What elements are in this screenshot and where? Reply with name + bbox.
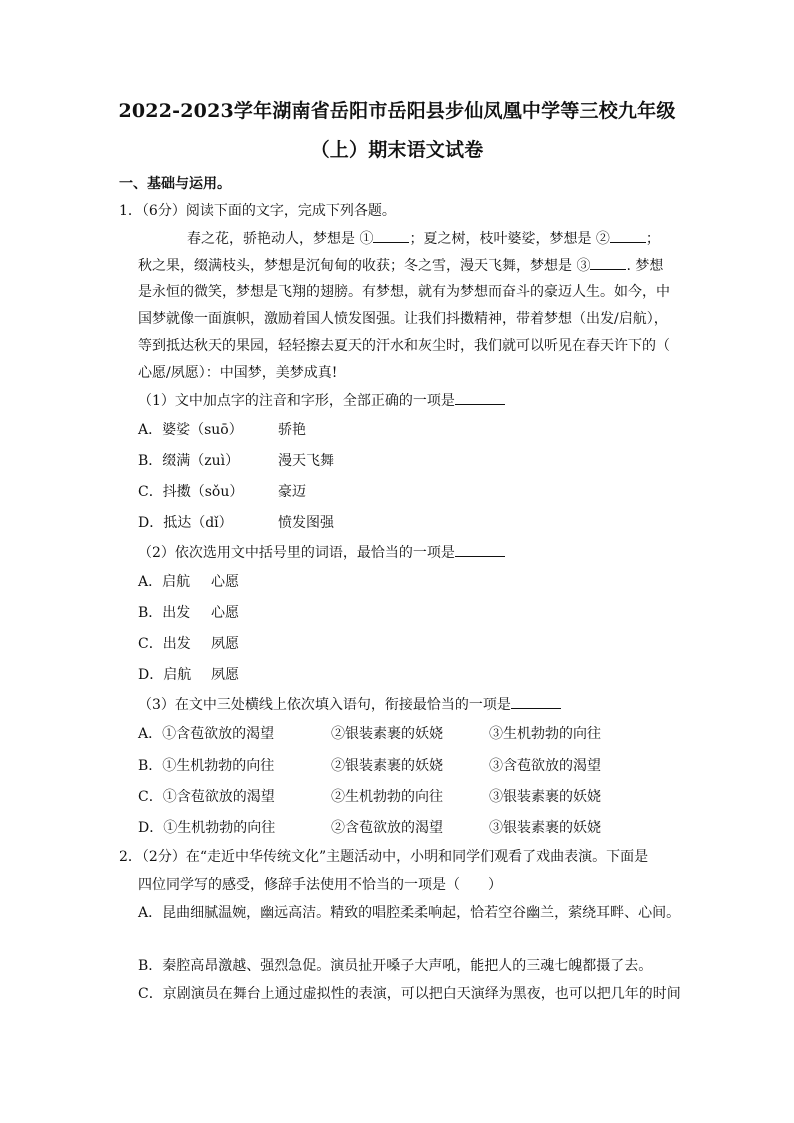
q1-sub3-stem	[138, 696, 561, 713]
q1-sub3-stem-text: （3）在文中三处横线上依次填入语句，衔接最恰当的一项是	[138, 697, 511, 713]
q1-sub1-option-c-word: 豪迈	[278, 484, 306, 500]
passage-line-4: 国梦就像一面旗帜，激励着国人愤发图强。让我们抖擞精神，带着梦想（出发/启航），	[138, 311, 668, 327]
q2-option-b[interactable]: B．秦腔高昂激越、强烈急促。演员扯开嗓子大声吼，能把人的三魂七魄都摄了去。	[138, 958, 653, 974]
q1-sub2-option-d[interactable]: D．启航	[138, 667, 192, 683]
q1-sub1-option-b-word: 漫天飞舞	[278, 453, 334, 469]
q1-sub1-option-b[interactable]: B．缀满（zuì）	[138, 453, 240, 469]
q1-sub2-option-a[interactable]: A．启航	[138, 574, 191, 590]
q1-sub2-stem	[138, 544, 505, 561]
q1-sub3-option-c-3: ③银装素裹的妖娆	[489, 789, 601, 805]
q1-sub1-stem-text: （1）文中加点字的注音和字形，全部正确的一项是	[138, 393, 455, 409]
fill-blank-2[interactable]	[610, 230, 646, 243]
q1-sub3-option-b-2: ②银装素裹的妖娆	[331, 758, 443, 774]
q1-sub1-option-a[interactable]: A．婆娑（suō）	[138, 422, 243, 438]
q1-sub3-option-a-2: ②银装素裹的妖娆	[331, 726, 443, 742]
q1-sub3-option-d-2: ②含苞欲放的渴望	[331, 820, 443, 836]
q1-sub3-option-b[interactable]: B．①生机勃勃的向往	[138, 758, 275, 774]
q1-sub2-option-c[interactable]: C．出发	[138, 636, 191, 652]
answer-blank[interactable]	[511, 696, 561, 709]
passage-line-2	[138, 257, 663, 274]
q1-sub3-option-b-3: ③含苞欲放的渴望	[489, 758, 601, 774]
q1-sub1-option-d-word: 愤发图强	[278, 515, 334, 531]
q1-sub3-option-a-3: ③生机勃勃的向往	[489, 726, 601, 742]
q1-sub2-option-a-word: 心愿	[211, 574, 239, 590]
q1-sub2-stem-text: （2）依次选用文中括号里的词语，最恰当的一项是	[138, 545, 455, 561]
passage-line-6: 心愿/夙愿）：中国梦，美梦成真!	[138, 365, 338, 381]
q1-sub3-option-a[interactable]: A．①含苞欲放的渴望	[138, 726, 275, 742]
exam-title-line1: 2022-2023学年湖南省岳阳市岳阳县步仙凤凰中学等三校九年级	[118, 100, 676, 122]
q1-sub2-option-b[interactable]: B．出发	[138, 605, 191, 621]
q1-sub1-option-c[interactable]: C．抖擞（sǒu）	[138, 484, 244, 500]
q1-sub3-option-d-3: ③银装素裹的妖娆	[489, 820, 601, 836]
section-heading: 一、基础与运用。	[119, 176, 231, 192]
q2-stem-line-2: 四位同学写的感受，修辞手法使用不恰当的一项是（ ）	[138, 877, 502, 893]
q2-option-c[interactable]: C．京剧演员在舞台上通过虚拟性的表演，可以把白天演绎为黑夜，也可以把几年的时间	[138, 986, 681, 1002]
exam-title-line2: （上）期末语文试卷	[310, 139, 484, 161]
passage-line-1	[187, 230, 660, 247]
q1-sub3-option-c-2: ②生机勃勃的向往	[331, 789, 443, 805]
q1-sub1-option-a-word: 骄艳	[278, 422, 306, 438]
passage-text: 春之花，骄艳动人，梦想是 ①	[187, 231, 374, 247]
q1-sub2-option-c-word: 夙愿	[211, 636, 239, 652]
q1-sub3-option-d[interactable]: D．①生机勃勃的向往	[138, 820, 276, 836]
q1-sub1-stem	[138, 392, 505, 409]
q1-sub2-option-b-word: 心愿	[211, 605, 239, 621]
q1-sub3-option-c[interactable]: C．①含苞欲放的渴望	[138, 789, 275, 805]
passage-line-3: 是永恒的微笑，梦想是飞翔的翅膀。有梦想，就有为梦想而奋斗的豪迈人生。如今，中	[138, 284, 670, 300]
passage-text: . 梦想	[626, 258, 664, 274]
passage-line-5: 等到抵达秋天的果园，轻轻擦去夏天的汗水和灰尘时，我们就可以听见在春天许下的（	[138, 338, 670, 354]
q1-sub1-option-d[interactable]: D．抵达（dǐ）	[138, 515, 233, 531]
passage-text: ；夏之树，枝叶婆娑，梦想是 ②	[409, 231, 610, 247]
answer-blank[interactable]	[455, 544, 505, 557]
passage-text: 秋之果，缀满枝头，梦想是沉甸甸的收获；冬之雪，漫天飞舞，梦想是 ③	[138, 258, 591, 274]
q1-stem: 1．（6分）阅读下面的文字，完成下列各题。	[119, 203, 396, 219]
passage-text: ；	[645, 231, 660, 247]
q1-sub2-option-d-word: 夙愿	[211, 667, 239, 683]
answer-blank[interactable]	[455, 392, 505, 405]
fill-blank-3[interactable]	[590, 257, 626, 270]
q2-option-a[interactable]: A．昆曲细腻温婉，幽远高洁。精致的唱腔柔柔响起，恰若空谷幽兰，萦绕耳畔、心间。	[138, 905, 681, 921]
q2-stem-line-1: 2．（2分）在“走近中华传统文化”主题活动中，小明和同学们观看了戏曲表演。下面是	[119, 849, 649, 865]
fill-blank-1[interactable]	[373, 230, 409, 243]
